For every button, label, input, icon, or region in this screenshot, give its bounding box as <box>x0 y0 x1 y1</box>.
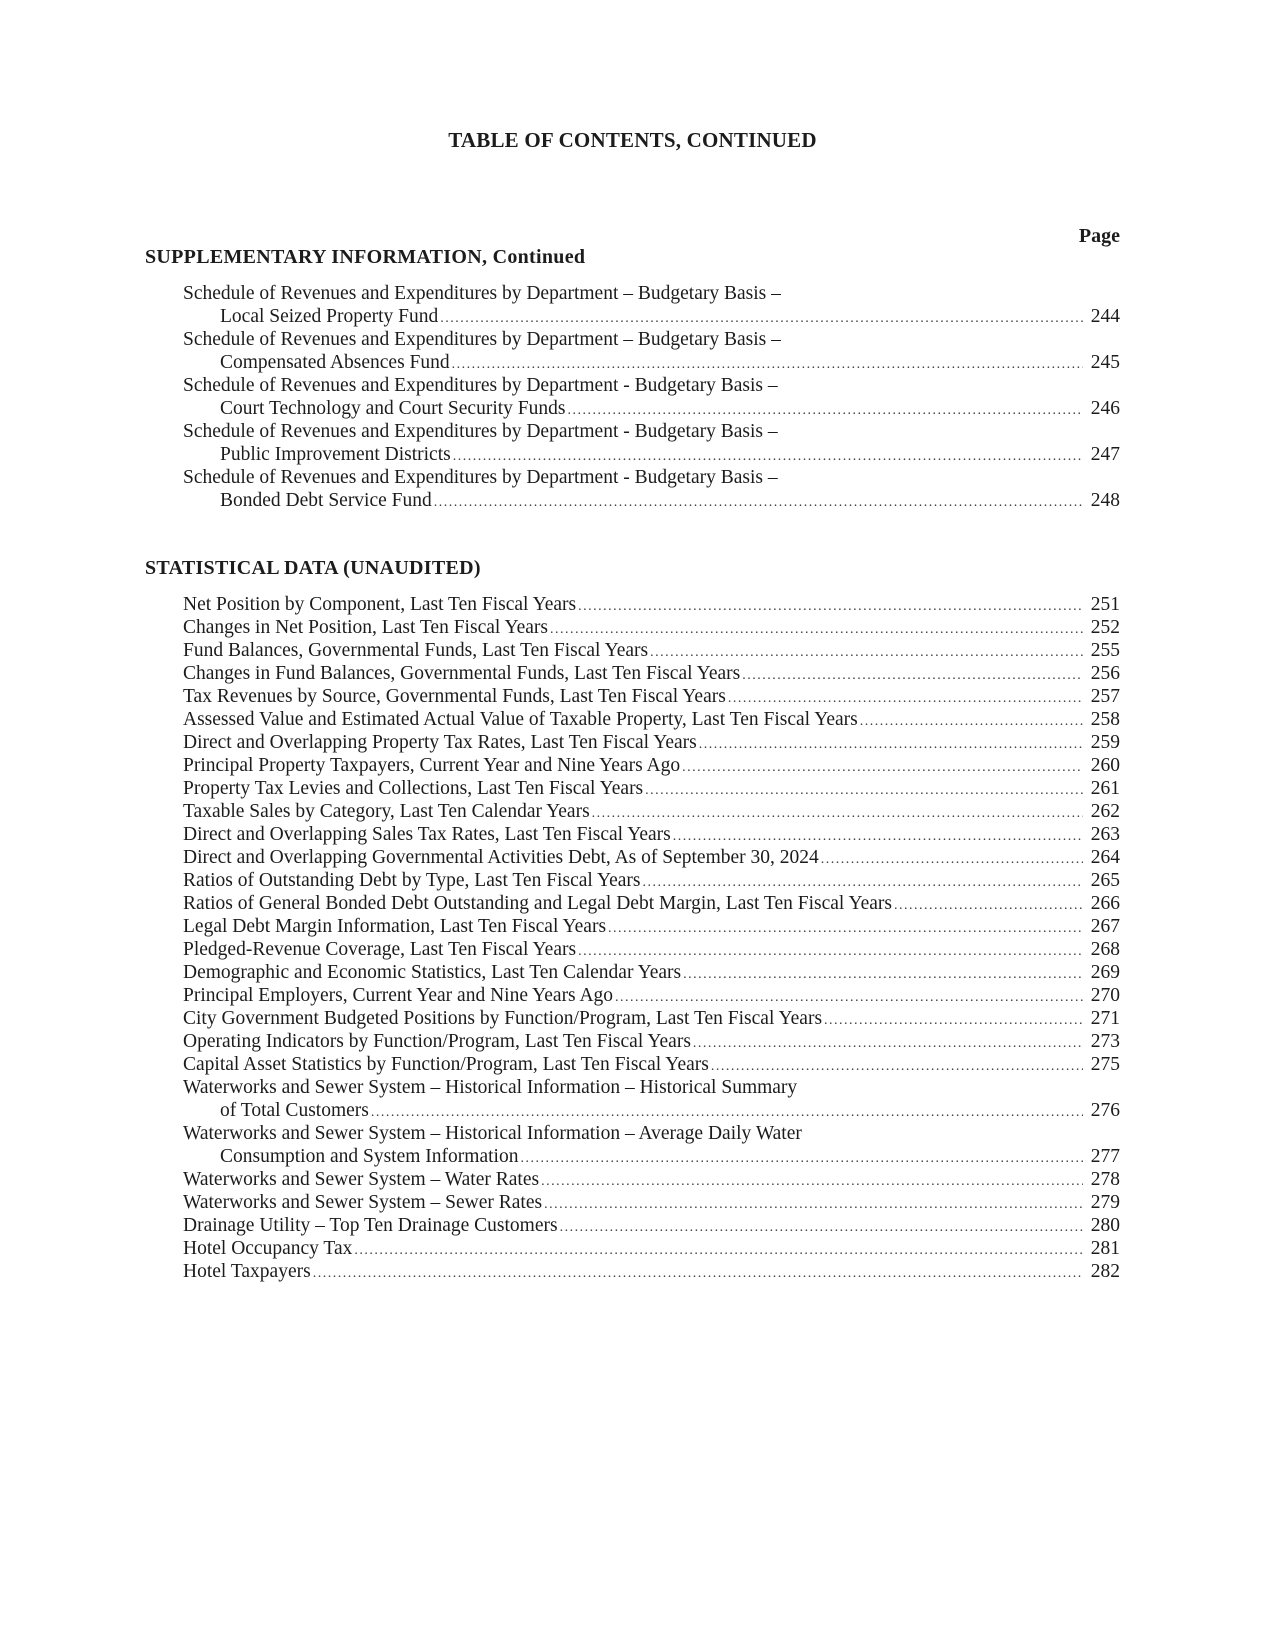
toc-entry-title: Fund Balances, Governmental Funds, Last Ten Fiscal Years <box>183 640 649 661</box>
dot-leader <box>354 1239 1083 1262</box>
toc-entry[interactable] <box>183 754 1120 777</box>
toc-entry[interactable] <box>183 1214 1120 1237</box>
toc-list-supplementary <box>183 282 1120 512</box>
toc-page-number: 258 <box>1090 709 1120 730</box>
toc-page-number: 261 <box>1090 778 1120 799</box>
toc-entry[interactable] <box>183 616 1120 639</box>
toc-entry-title: Waterworks and Sewer System – Water Rates <box>183 1169 540 1190</box>
toc-entry[interactable] <box>183 800 1120 823</box>
toc-entry[interactable] <box>183 892 1120 915</box>
toc-entry-title: Hotel Occupancy Tax <box>183 1238 353 1259</box>
toc-entry-title: Drainage Utility – Top Ten Drainage Customers <box>183 1215 558 1236</box>
toc-entry-title: Principal Employers, Current Year and Nine Years Ago <box>183 985 614 1006</box>
dot-leader <box>453 445 1083 468</box>
toc-entry-title: Property Tax Levies and Collections, Last Ten Fiscal Years <box>183 778 644 799</box>
dot-leader <box>699 733 1083 756</box>
toc-page-number: 282 <box>1090 1261 1120 1282</box>
toc-entry[interactable] <box>183 823 1120 846</box>
toc-entry[interactable] <box>183 777 1120 800</box>
toc-entry-title: Legal Debt Margin Information, Last Ten Fiscal Years <box>183 916 607 937</box>
toc-entry-title: Net Position by Component, Last Ten Fiscal Years <box>183 594 577 615</box>
toc-entry-title: Waterworks and Sewer System – Sewer Rates <box>183 1192 543 1213</box>
toc-page-number: 246 <box>1090 398 1120 419</box>
toc-list-statistical <box>183 593 1120 1283</box>
toc-page-number: 256 <box>1090 663 1120 684</box>
toc-entry-title: Demographic and Economic Statistics, Last Ten Calendar Years <box>183 962 682 983</box>
toc-page-number: 281 <box>1090 1238 1120 1259</box>
toc-entry-title: Ratios of Outstanding Debt by Type, Last Ten Fiscal Years <box>183 870 641 891</box>
toc-entry-title-continued: Consumption and System Information <box>220 1146 519 1167</box>
toc-entry[interactable] <box>183 1076 1120 1122</box>
toc-entry[interactable] <box>183 639 1120 662</box>
dot-leader <box>578 940 1083 963</box>
dot-leader <box>550 618 1083 641</box>
page-title: TABLE OF CONTENTS, CONTINUED <box>448 128 817 152</box>
toc-page-number: 265 <box>1090 870 1120 891</box>
toc-page-number: 271 <box>1090 1008 1120 1029</box>
toc-entry-title: Tax Revenues by Source, Governmental Funds, Last Ten Fiscal Years <box>183 686 726 707</box>
dot-leader <box>645 779 1083 802</box>
dot-leader <box>728 687 1083 710</box>
toc-entry[interactable] <box>183 1168 1120 1191</box>
toc-entry[interactable] <box>183 869 1120 892</box>
toc-page-number: 263 <box>1090 824 1120 845</box>
toc-entry-title: Waterworks and Sewer System – Historical Information – Historical Summary <box>183 1077 798 1098</box>
dot-leader <box>371 1101 1083 1124</box>
toc-entry-title: Changes in Fund Balances, Governmental Funds, Last Ten Fiscal Years <box>183 663 741 684</box>
toc-page-number: 244 <box>1090 306 1120 327</box>
toc-entry[interactable] <box>183 328 1120 374</box>
dot-leader <box>592 802 1083 825</box>
toc-entry[interactable] <box>183 662 1120 685</box>
toc-entry-title-continued: of Total Customers <box>220 1100 369 1121</box>
toc-page-number: 278 <box>1090 1169 1120 1190</box>
toc-page-number: 251 <box>1090 594 1120 615</box>
dot-leader <box>693 1032 1083 1055</box>
toc-entry-title: Schedule of Revenues and Expenditures by Department – Budgetary Basis – <box>183 329 781 350</box>
dot-leader <box>894 894 1083 917</box>
dot-leader <box>313 1262 1083 1285</box>
dot-leader <box>860 710 1083 733</box>
dot-leader <box>711 1055 1083 1078</box>
toc-entry-title: Schedule of Revenues and Expenditures by Department - Budgetary Basis – <box>183 375 778 396</box>
toc-page-number: 248 <box>1090 490 1120 511</box>
toc-page-number: 277 <box>1090 1146 1120 1167</box>
toc-page-number: 275 <box>1090 1054 1120 1075</box>
toc-entry[interactable] <box>183 466 1120 512</box>
section-heading-supplementary: SUPPLEMENTARY INFORMATION, Continued <box>145 246 586 268</box>
toc-entry[interactable] <box>183 961 1120 984</box>
toc-entry-title: Hotel Taxpayers <box>183 1261 311 1282</box>
toc-page-number: 264 <box>1090 847 1120 868</box>
toc-entry-title: Changes in Net Position, Last Ten Fiscal Years <box>183 617 548 638</box>
toc-entry-title: Schedule of Revenues and Expenditures by Department - Budgetary Basis – <box>183 421 778 442</box>
toc-entry[interactable] <box>183 915 1120 938</box>
toc-entry[interactable] <box>183 282 1120 328</box>
toc-page-number: 260 <box>1090 755 1120 776</box>
dot-leader <box>578 595 1083 618</box>
dot-leader <box>541 1170 1083 1193</box>
dot-leader <box>642 871 1083 894</box>
toc-entry[interactable] <box>183 593 1120 616</box>
dot-leader <box>560 1216 1083 1239</box>
toc-entry-title: Waterworks and Sewer System – Historical Information – Average Daily Water <box>183 1123 802 1144</box>
toc-entry[interactable] <box>183 1191 1120 1214</box>
dot-leader <box>544 1193 1083 1216</box>
toc-page-number: 269 <box>1090 962 1120 983</box>
toc-entry-title: Pledged-Revenue Coverage, Last Ten Fiscal Years <box>183 939 577 960</box>
toc-entry[interactable] <box>183 1122 1120 1168</box>
toc-page-number: 273 <box>1090 1031 1120 1052</box>
toc-page-number: 257 <box>1090 686 1120 707</box>
toc-page-number: 259 <box>1090 732 1120 753</box>
toc-entry-title: Direct and Overlapping Sales Tax Rates, Last Ten Fiscal Years <box>183 824 671 845</box>
toc-entry[interactable] <box>183 708 1120 731</box>
dot-leader <box>608 917 1083 940</box>
toc-page-number: 280 <box>1090 1215 1120 1236</box>
toc-entry-title-continued: Bonded Debt Service Fund <box>220 490 432 511</box>
toc-entry-title: Assessed Value and Estimated Actual Value of Taxable Property, Last Ten Fiscal Years <box>183 709 858 730</box>
toc-entry-title-continued: Compensated Absences Fund <box>220 352 450 373</box>
toc-page-number: 270 <box>1090 985 1120 1006</box>
toc-entry-title-continued: Court Technology and Court Security Funds <box>220 398 566 419</box>
toc-page-number: 252 <box>1090 617 1120 638</box>
toc-entry-title: Schedule of Revenues and Expenditures by Department - Budgetary Basis – <box>183 467 778 488</box>
toc-entry-title: Ratios of General Bonded Debt Outstanding and Legal Debt Margin, Last Ten Fiscal Years <box>183 893 892 914</box>
toc-entry[interactable] <box>183 420 1120 466</box>
dot-leader <box>650 641 1083 664</box>
dot-leader <box>434 491 1083 514</box>
toc-entry-title: Schedule of Revenues and Expenditures by Department – Budgetary Basis – <box>183 283 781 304</box>
toc-entry[interactable] <box>183 846 1120 869</box>
dot-leader <box>821 848 1083 871</box>
toc-entry-title: Capital Asset Statistics by Function/Program, Last Ten Fiscal Years <box>183 1054 709 1075</box>
dot-leader <box>673 825 1083 848</box>
toc-entry[interactable] <box>183 374 1120 420</box>
toc-page-number: 279 <box>1090 1192 1120 1213</box>
toc-page-number: 245 <box>1090 352 1120 373</box>
toc-entry[interactable] <box>183 1237 1120 1260</box>
dot-leader <box>567 399 1083 422</box>
section-heading-statistical: STATISTICAL DATA (UNAUDITED) <box>145 557 481 579</box>
toc-entry[interactable] <box>183 731 1120 754</box>
toc-page-number: 247 <box>1090 444 1120 465</box>
toc-page-number: 262 <box>1090 801 1120 822</box>
dot-leader <box>440 307 1083 330</box>
toc-entry[interactable] <box>183 1007 1120 1030</box>
toc-page-number: 267 <box>1090 916 1120 937</box>
toc-page-number: 268 <box>1090 939 1120 960</box>
toc-entry[interactable] <box>183 685 1120 708</box>
toc-entry-title: City Government Budgeted Positions by Function/Program, Last Ten Fiscal Years <box>183 1008 823 1029</box>
toc-entry[interactable] <box>183 1260 1120 1283</box>
toc-entry[interactable] <box>183 938 1120 961</box>
dot-leader <box>615 986 1083 1009</box>
dot-leader <box>742 664 1083 687</box>
toc-entry[interactable] <box>183 1053 1120 1076</box>
toc-page-number: 255 <box>1090 640 1120 661</box>
toc-page-number: 276 <box>1090 1100 1120 1121</box>
toc-entry-title: Principal Property Taxpayers, Current Year and Nine Years Ago <box>183 755 681 776</box>
page-column-header: Page <box>1078 225 1120 247</box>
toc-entry[interactable] <box>183 1030 1120 1053</box>
toc-entry-title: Taxable Sales by Category, Last Ten Calendar Years <box>183 801 590 822</box>
dot-leader <box>683 963 1083 986</box>
toc-page-number: 266 <box>1090 893 1120 914</box>
dot-leader <box>682 756 1083 779</box>
toc-entry-title: Operating Indicators by Function/Program, Last Ten Fiscal Years <box>183 1031 691 1052</box>
toc-entry-title-continued: Public Improvement Districts <box>220 444 451 465</box>
dot-leader <box>520 1147 1083 1170</box>
dot-leader <box>824 1009 1083 1032</box>
toc-entry-title: Direct and Overlapping Governmental Activities Debt, As of September 30, 2024 <box>183 847 819 868</box>
dot-leader <box>452 353 1083 376</box>
toc-entry-title: Direct and Overlapping Property Tax Rates, Last Ten Fiscal Years <box>183 732 697 753</box>
toc-entry-title-continued: Local Seized Property Fund <box>220 306 439 327</box>
toc-entry[interactable] <box>183 984 1120 1007</box>
